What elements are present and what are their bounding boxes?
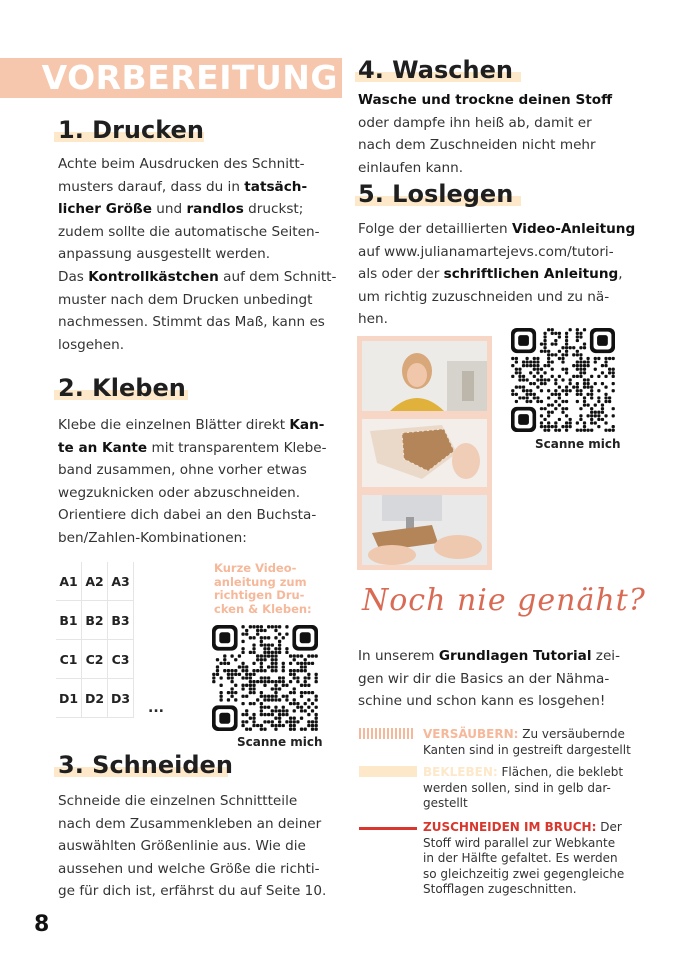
emphasis: schriftlichen Anleitung [443, 266, 619, 283]
paragraph-waschen [358, 89, 626, 179]
grid-cell: C2 [82, 640, 108, 679]
text: druckst; [243, 201, 304, 218]
text-line: gestellt [423, 796, 468, 810]
text-line: band zusammen, ohne vorher etwas [58, 462, 307, 479]
striped-swatch [359, 728, 417, 739]
emphasis: Kan- [289, 417, 325, 433]
emphasis: Video-Anleitung [512, 221, 636, 237]
video-hint-line: Kurze Video- [214, 561, 297, 575]
script-heading: Noch nie genäht? [362, 583, 646, 618]
text-line: nach dem Zuschneiden nicht mehr [358, 137, 596, 154]
text-line: oder dampfe ihn heiß ab, damit er [358, 114, 592, 131]
text-line: losgehen. [58, 336, 125, 353]
heading-schneiden: 3. Schneiden [58, 751, 233, 779]
emphasis: te an Kante [58, 439, 148, 456]
grid-cell: D3 [108, 679, 134, 718]
grid-cell: A3 [108, 562, 134, 601]
scan-label: Scanne mich [237, 735, 323, 749]
grid-ellipsis: ... [148, 700, 164, 716]
text-line: aussehen und welche Größe die richti- [58, 860, 320, 877]
grid-cell: B2 [82, 601, 108, 640]
text: , [618, 266, 623, 283]
text-line: werden sollen, sind in gelb dar- [423, 780, 611, 795]
paragraph-drucken [58, 153, 337, 356]
paragraph-kleben [58, 414, 326, 550]
sewing-illustration [362, 495, 487, 565]
text-line: Stoff wird parallel zur Webkante [423, 835, 616, 850]
text-line: gen wir dir die Basics an der Nähma- [358, 670, 610, 687]
video-hint [214, 562, 312, 616]
text-line: Achte beim Ausdrucken des Schnitt- [58, 156, 305, 172]
text: Zu versäubernde [518, 727, 625, 741]
text: musters darauf, dass du in [58, 178, 245, 195]
grid-cell: C3 [108, 640, 134, 679]
yellow-swatch [359, 766, 417, 777]
text: auf dem Schnitt- [218, 268, 337, 285]
emphasis: randlos [186, 201, 244, 218]
banner-title: VORBEREITUNG [41, 58, 338, 97]
grid-cell: D2 [82, 679, 108, 718]
paragraph-grundlagen [358, 645, 630, 713]
text: In unserem [358, 648, 439, 664]
grid-cell: C1 [56, 640, 82, 679]
text-line: in der Hälfte gefaltet. Es werden [423, 851, 618, 865]
video-hint-line: richtigen Dru- [214, 588, 305, 602]
text: Flächen, die beklebt [497, 765, 624, 779]
photo-sewing [357, 490, 492, 570]
text-line: einlaufen kann. [358, 159, 464, 176]
text-line: auswählten Größenlinie aus. Wie die [58, 838, 306, 855]
text-line: hen. [358, 311, 388, 328]
legend-title: ZUSCHNEIDEN IM BRUCH: [423, 820, 597, 834]
qr-code-icon [212, 625, 318, 731]
text: Das [58, 268, 89, 285]
text-line: nach dem Zusammenkleben an deiner [58, 815, 322, 832]
legend-bruch [423, 820, 655, 898]
heading-waschen: 4. Waschen [358, 56, 513, 84]
text: zei- [591, 648, 620, 664]
tutorial-url: auf www.julianamartejevs.com/tutori- [358, 243, 614, 260]
qr-code-tutorial[interactable] [511, 328, 615, 432]
grid-cell: A2 [82, 562, 108, 601]
legend-title: BEKLEBEN: [423, 765, 498, 779]
fabric-illustration [362, 419, 487, 487]
presenter-illustration [362, 341, 487, 411]
text: mit transparentem Klebe- [147, 439, 327, 456]
text-line: Stofflagen zugeschnitten. [423, 882, 577, 896]
red-line-swatch [359, 827, 417, 830]
emphasis: tatsäch- [244, 178, 308, 195]
text: und [151, 201, 187, 218]
text: als oder der [358, 266, 444, 283]
text-line: zudem sollte die automatische Seiten- [58, 223, 320, 240]
text: Klebe die einzelnen Blätter direkt [58, 417, 290, 433]
legend-title: VERSÄUBERN: [423, 727, 519, 741]
video-hint-line: anleitung zum [214, 574, 307, 589]
heading-loslegen: 5. Loslegen [358, 180, 514, 208]
video-hint-line: cken & Kleben: [214, 601, 312, 616]
grid-cell: D1 [56, 679, 82, 718]
text-line: nachmessen. Stimmt das Maß, kann es [58, 314, 325, 331]
text: Der [596, 820, 622, 834]
text-line: ben/Zahlen-Kombinationen: [58, 529, 247, 546]
text-line: Wasche und trockne deinen Stoff [358, 92, 613, 108]
text-line: Orientiere dich dabei an den Buchsta- [58, 507, 317, 524]
emphasis: Kontrollkästchen [88, 268, 219, 285]
text-line: um richtig zuzuschneiden und zu nä- [358, 288, 610, 305]
emphasis: Grundlagen Tutorial [438, 648, 592, 664]
heading-kleben: 2. Kleben [58, 374, 186, 402]
text-line: Kanten sind in gestreift dargestellt [423, 742, 631, 757]
heading-drucken: 1. Drucken [58, 116, 204, 144]
legend-versaeubern [423, 727, 655, 758]
text-line: muster nach dem Drucken unbedingt [58, 291, 313, 308]
paragraph-schneiden [58, 790, 326, 903]
grid-cell: B1 [56, 601, 82, 640]
text-line: anpassung ausgestellt werden. [58, 246, 271, 263]
photo-presenter [357, 336, 492, 416]
scan-label: Scanne mich [535, 437, 621, 451]
text-line: schine und schon kann es losgehen! [358, 693, 606, 710]
text-line: Schneide die einzelnen Schnittteile [58, 793, 298, 809]
paragraph-loslegen [358, 218, 636, 331]
legend-bekleben [423, 765, 655, 812]
qr-code-icon [511, 328, 615, 432]
text-line: ge für dich ist, erfährst du auf Seite 10. [58, 883, 327, 900]
qr-code-video[interactable] [212, 625, 318, 731]
photo-fabric [357, 414, 492, 492]
text-line: so gleichzeitig zwei gegengleiche [423, 866, 625, 881]
emphasis: licher Größe [58, 201, 152, 218]
text-line: wegzuknicken oder abzuschneiden. [58, 484, 301, 501]
page-number: 8 [34, 912, 50, 937]
text: Folge der detaillierten [358, 221, 512, 237]
grid-cell: B3 [108, 601, 134, 640]
grid-cell: A1 [56, 562, 82, 601]
page-grid [56, 562, 160, 718]
